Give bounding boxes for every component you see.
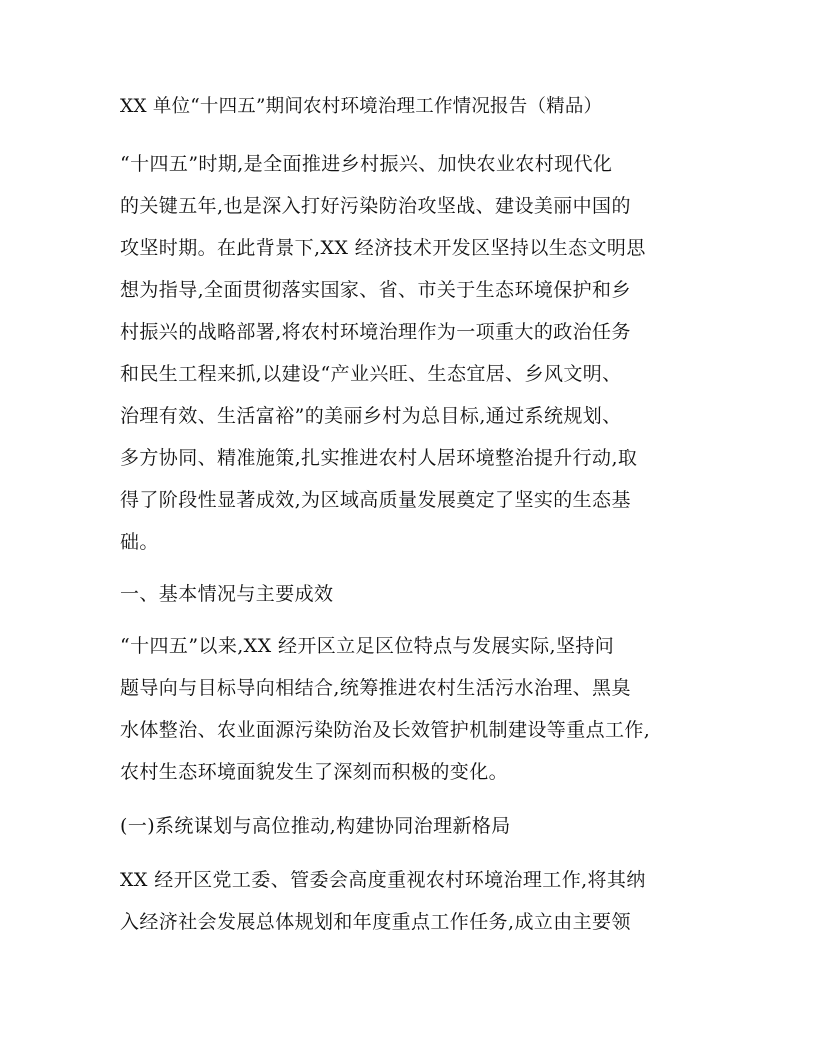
subsection-line-1: XX 经开区党工委、管委会高度重视农村环境治理工作,将其纳 bbox=[120, 869, 646, 891]
intro-line-9: 得了阶段性显著成效,为区域高质量发展奠定了坚实的生态基 bbox=[120, 489, 631, 511]
subsection-heading: (一)系统谋划与高位推动,构建协同治理新格局 bbox=[120, 815, 511, 837]
section-heading: 一、基本情况与主要成效 bbox=[120, 583, 334, 605]
intro-line-8: 多方协同、精准施策,扎实推进农村人居环境整治提升行动,取 bbox=[120, 447, 638, 469]
document-title: XX 单位“十四五”期间农村环境治理工作情况报告（精品） bbox=[120, 96, 603, 117]
section-line-3: 水体整治、农业面源污染防治及长效管护机制建设等重点工作, bbox=[120, 719, 651, 741]
intro-line-2: 的关键五年,也是深入打好污染防治攻坚战、建设美丽中国的 bbox=[120, 195, 631, 217]
intro-line-5: 村振兴的战略部署,将农村环境治理作为一项重大的政治任务 bbox=[120, 321, 631, 343]
intro-line-3: 攻坚时期。在此背景下,XX 经济技术开发区坚持以生态文明思 bbox=[120, 237, 646, 259]
section-line-1: “十四五”以来,XX 经开区立足区位特点与发展实际,坚持问 bbox=[120, 635, 615, 657]
section-line-4: 农村生态环境面貌发生了深刻而积极的变化。 bbox=[120, 761, 509, 783]
intro-line-7: 治理有效、生活富裕”的美丽乡村为总目标,通过系统规划、 bbox=[120, 405, 622, 427]
intro-line-10: 础。 bbox=[120, 531, 159, 553]
subsection-line-2: 入经济社会发展总体规划和年度重点工作任务,成立由主要领 bbox=[120, 911, 631, 933]
intro-line-1: “十四五”时期,是全面推进乡村振兴、加快农业农村现代化 bbox=[120, 153, 613, 175]
intro-line-4: 想为指导,全面贯彻落实国家、省、市关于生态环境保护和乡 bbox=[120, 279, 631, 301]
section-line-2: 题导向与目标导向相结合,统筹推进农村生活污水治理、黑臭 bbox=[120, 677, 631, 699]
intro-line-6: 和民生工程来抓,以建设“产业兴旺、生态宜居、乡风文明、 bbox=[120, 363, 622, 385]
